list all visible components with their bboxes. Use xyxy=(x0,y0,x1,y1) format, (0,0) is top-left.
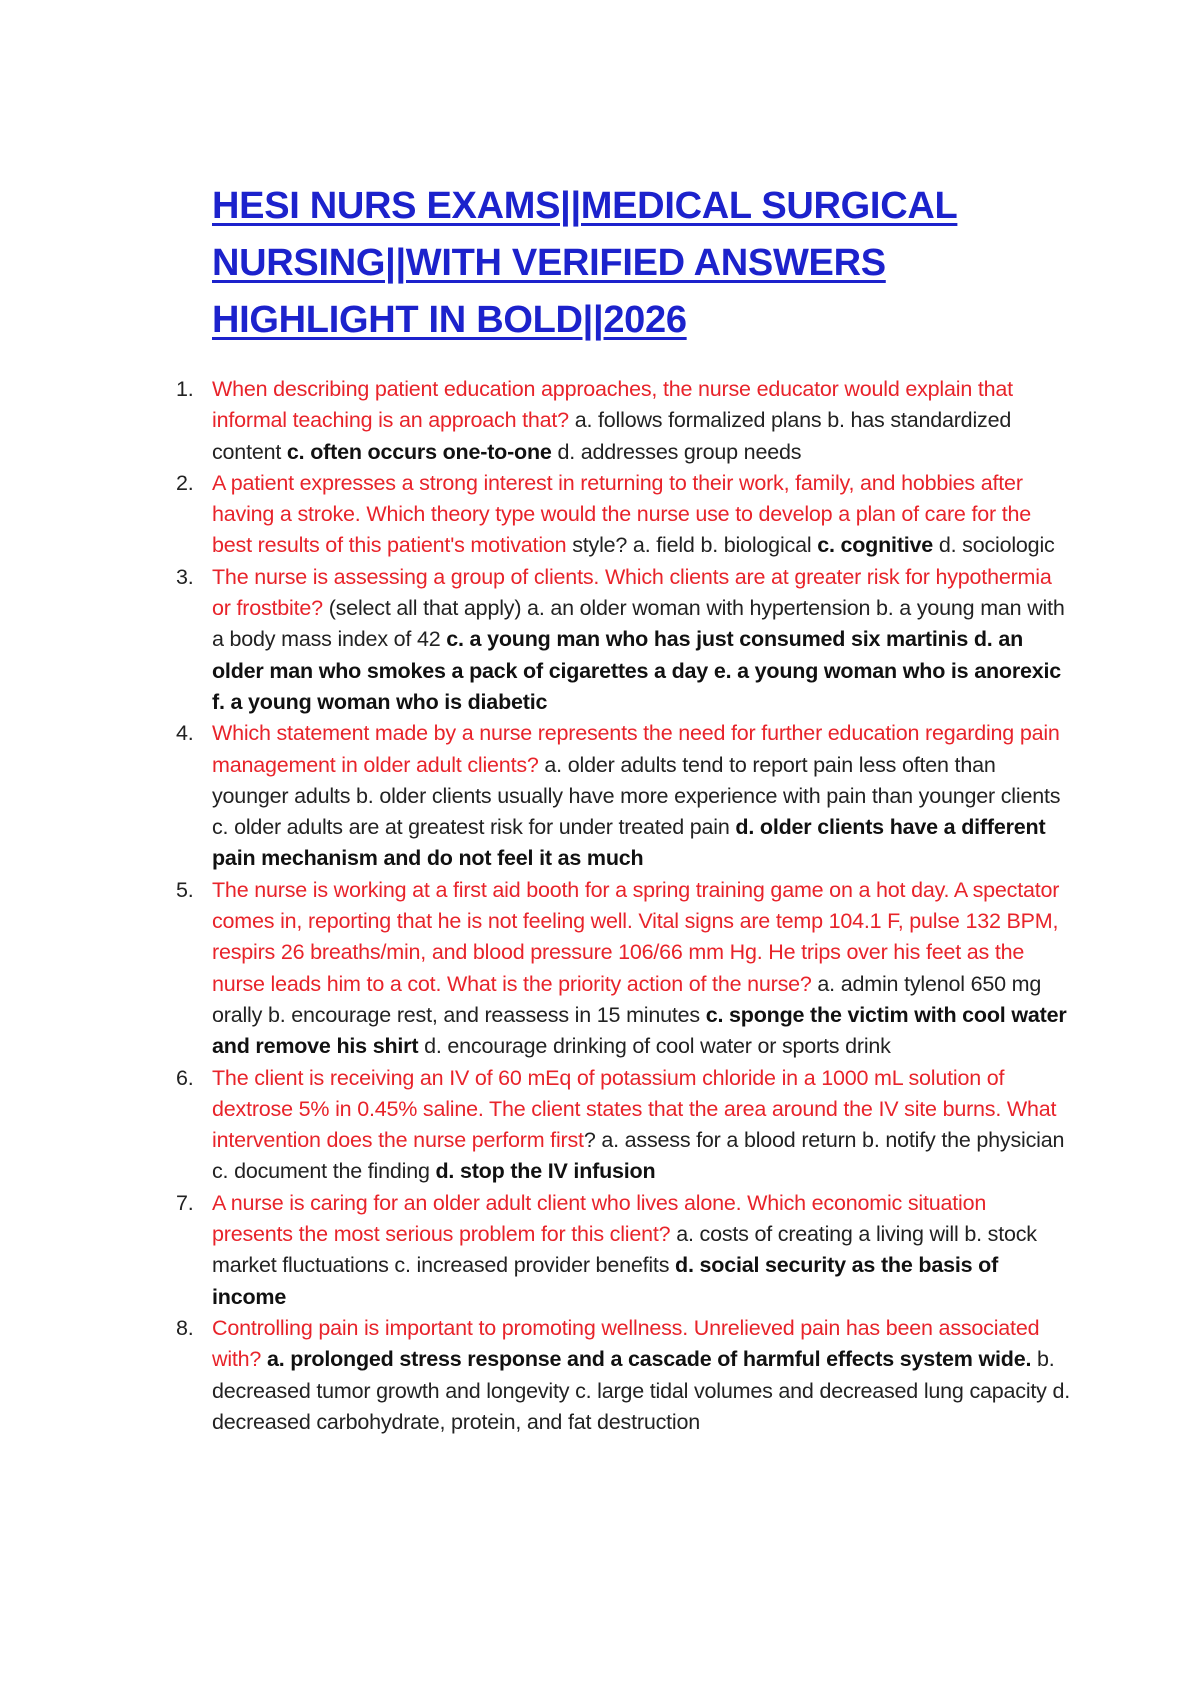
correct-answer: c. sponge the victim with cool water and remove his shirt xyxy=(212,1002,1067,1059)
answer-options: a. admin tylenol 650 mg orally b. encourage rest, and reassess in 15 minutes xyxy=(212,971,1042,1027)
question-text: The nurse is working at a first aid booth for a spring training game on a hot day. A spectator comes in, reporting that he is not feeling well. Vital signs are temp 104.1 F, pulse 132 BPM, respirs 26 breaths/min, and blood pressure 106/66 mm Hg. He trips over his feet as the nurse leads him to a cot. What is the priority action of the nurse? xyxy=(212,877,1060,996)
answer-options: a. older adults tend to report pain less often than younger adults b. older clients usually have more experience with pain than younger clients c. older adults are at greatest risk for under treated pain xyxy=(212,752,1061,840)
correct-answer: a. prolonged stress response and a cascade of harmful effects system wide. xyxy=(266,1347,1032,1372)
question-text: Controlling pain is important to promoting wellness. Unrelieved pain has been associated with? xyxy=(212,1315,1040,1372)
question-number: 8. xyxy=(176,1315,194,1340)
question-item-2 xyxy=(176,468,1072,562)
correct-answer: d. social security as the basis of income xyxy=(212,1253,999,1309)
correct-answer: d. stop the IV infusion xyxy=(435,1159,656,1184)
answer-options: a. costs of creating a living will b. stock market fluctuations c. increased provider benefits xyxy=(212,1222,1037,1278)
question-number: 4. xyxy=(176,721,194,746)
answer-options: d. sociologic xyxy=(933,533,1055,558)
question-item-4 xyxy=(176,718,1072,874)
correct-answer: d. older clients have a different pain mechanism and do not feel it as much xyxy=(212,815,1046,871)
question-item-8 xyxy=(176,1313,1072,1438)
answer-options: a. follows formalized plans b. has standardized content xyxy=(212,408,1012,464)
question-number: 3. xyxy=(176,564,194,589)
answer-options: d. addresses group needs xyxy=(551,439,802,464)
answer-options: style? a. field b. biological xyxy=(566,533,818,558)
question-list xyxy=(176,374,1072,1438)
question-item-1 xyxy=(176,374,1072,468)
question-number: 6. xyxy=(176,1065,194,1090)
question-item-3 xyxy=(176,562,1072,718)
title-line-2: NURSING||WITH VERIFIED ANSWERS xyxy=(212,242,886,284)
correct-answer: c. a young man who has just consumed six martinis d. an older man who smokes a pack of cigarettes a day e. a young woman who is anorexic f. a young woman who is diabetic xyxy=(212,627,1062,714)
correct-answer: c. often occurs one-to-one xyxy=(286,439,552,464)
answer-options: (select all that apply) a. an older woman with hypertension b. a young man with a body mass index of 42 xyxy=(212,596,1065,652)
question-text: The client is receiving an IV of 60 mEq of potassium chloride in a 1000 mL solution of dextrose 5% in 0.45% saline. The client states that the area around the IV site burns. What intervention does the nurse perform first xyxy=(212,1065,1057,1153)
correct-answer: c. cognitive xyxy=(817,533,934,558)
question-text: A nurse is caring for an older adult client who lives alone. Which economic situation presents the most serious problem for this client? xyxy=(212,1190,987,1247)
title-line-3: HIGHLIGHT IN BOLD||2026 xyxy=(212,299,687,341)
question-number: 5. xyxy=(176,877,194,902)
question-text: A patient expresses a strong interest in returning to their work, family, and hobbies after having a stroke. Which theory type would the nurse use to develop a plan of care for the best results of this patient's motivation xyxy=(212,470,1032,558)
question-number: 1. xyxy=(176,377,194,401)
question-item-7 xyxy=(176,1188,1072,1313)
answer-options: d. encourage drinking of cool water or sports drink xyxy=(418,1034,891,1059)
answer-options: b. decreased tumor growth and longevity c. large tidal volumes and decreased lung capacity d. decreased carbohydrate, protein, and fat destruction xyxy=(212,1347,1071,1434)
question-number: 7. xyxy=(176,1190,194,1215)
document-title xyxy=(212,178,1072,349)
question-text: When describing patient education approaches, the nurse educator would explain that informal teaching is an approach that? xyxy=(212,377,1013,433)
question-number: 2. xyxy=(176,470,194,495)
title-line-1: HESI NURS EXAMS||MEDICAL SURGICAL xyxy=(212,185,958,227)
answer-options: ? a. assess for a blood return b. notify the physician c. document the finding xyxy=(212,1128,1065,1184)
question-item-6 xyxy=(176,1063,1072,1188)
question-text: The nurse is assessing a group of clients. Which clients are at greater risk for hypothermia or frostbite? xyxy=(212,564,1052,621)
question-text: Which statement made by a nurse represents the need for further education regarding pain management in older adult clients? xyxy=(212,721,1060,777)
question-item-5 xyxy=(176,875,1072,1063)
